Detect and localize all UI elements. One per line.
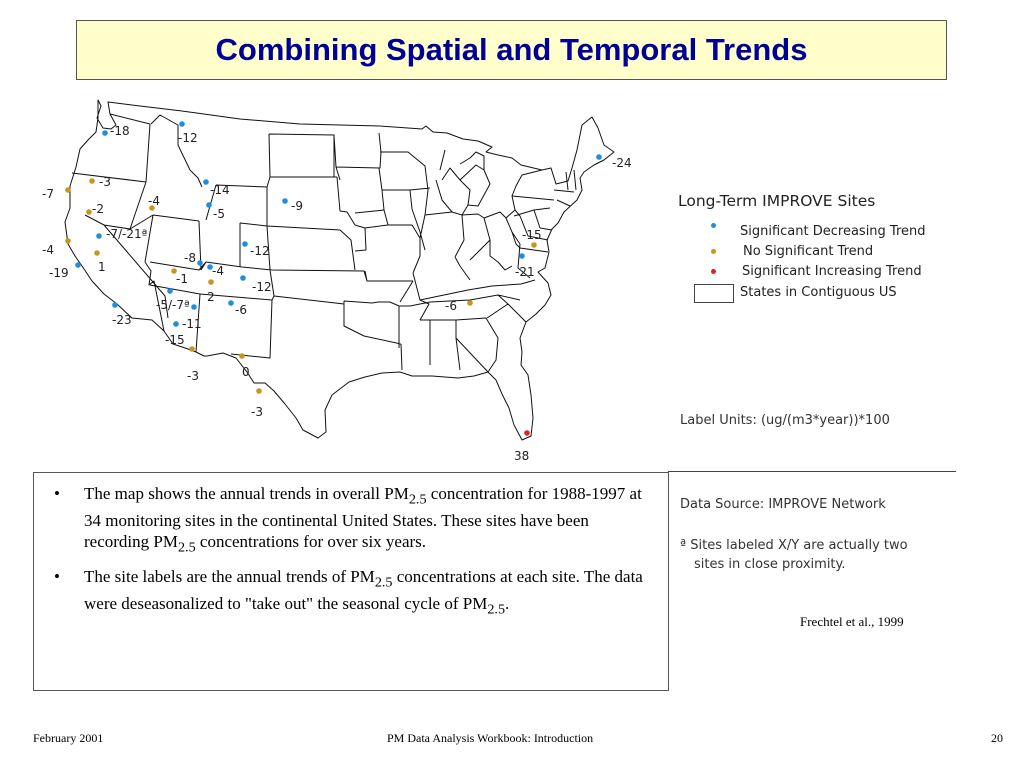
site-label: -21 (515, 265, 535, 279)
bullet-icon: • (54, 566, 60, 586)
no-trend-dot-icon (711, 249, 716, 254)
site-label: -1 (176, 272, 188, 286)
site-label: -3 (251, 405, 263, 419)
site-label: -12 (252, 280, 272, 294)
legend-row-states (678, 284, 897, 306)
bullet-1-text-c: concentrations for over six years. (195, 532, 427, 552)
site-label: -8 (184, 251, 196, 265)
site-marker-decreasing (228, 300, 234, 306)
bullet-item (48, 483, 656, 559)
bullet-2-text-c: . (505, 594, 510, 614)
footnote-line-1: ª Sites labeled X/Y are actually two (680, 538, 908, 553)
label-units: Label Units: (ug/(m3*year))*100 (680, 413, 890, 428)
site-label: 0 (242, 365, 250, 379)
site-marker-decreasing (179, 121, 185, 127)
footer-page-number: 20 (991, 731, 1003, 745)
site-marker-decreasing (173, 321, 179, 327)
site-label: -4 (42, 243, 54, 257)
increasing-dot-icon (711, 269, 716, 274)
bullet-icon: • (54, 484, 60, 503)
site-label: -5/-7ª (156, 298, 190, 312)
site-marker-increasing (524, 430, 530, 436)
site-marker-no-trend (89, 178, 95, 184)
footnote (680, 536, 908, 574)
bullet-2-text-a: The site labels are the annual trends of PM (84, 566, 375, 586)
site-marker-decreasing (203, 179, 209, 185)
bullet-1-sub-a: 2.5 (408, 491, 427, 508)
site-marker-no-trend (65, 187, 71, 193)
site-marker-decreasing (242, 241, 248, 247)
site-marker-no-trend (467, 300, 473, 306)
text-box (33, 472, 669, 691)
site-label: -19 (49, 266, 69, 280)
site-label: -9 (291, 199, 303, 213)
legend-increasing-label: Significant Increasing Trend (742, 264, 922, 279)
legend-row-no-trend (678, 244, 875, 264)
site-marker-no-trend (531, 242, 537, 248)
site-label: -4 (148, 194, 160, 208)
site-marker-no-trend (65, 238, 71, 244)
site-label: -14 (210, 183, 230, 197)
site-label: 2 (207, 290, 215, 304)
site-marker-decreasing (167, 288, 173, 294)
site-label: -6 (235, 303, 247, 317)
site-label: -7 (42, 187, 54, 201)
site-marker-no-trend (256, 388, 262, 394)
site-label: -12 (250, 244, 270, 258)
site-label: -3 (99, 175, 111, 189)
site-label: -11 (182, 317, 202, 331)
footer-date: February 2001 (33, 731, 104, 745)
footnote-line-2: sites in close proximity. (694, 557, 846, 572)
legend-no-trend-label: No Significant Trend (743, 244, 874, 259)
bullet-1-text-a: The map shows the annual trends in overall PM (84, 484, 409, 503)
bullet-2-sub-b: 2.5 (487, 601, 506, 618)
site-label: -5 (213, 207, 225, 221)
slide-title: Combining Spatial and Temporal Trends (215, 32, 808, 67)
site-marker-no-trend (208, 279, 214, 285)
site-marker-decreasing (75, 262, 81, 268)
site-marker-decreasing (282, 198, 288, 204)
legend-title: Long-Term IMPROVE Sites (678, 192, 876, 210)
site-marker-no-trend (189, 346, 195, 352)
legend-decreasing-label: Significant Decreasing Trend (740, 224, 926, 239)
site-label: -18 (110, 124, 130, 138)
site-marker-decreasing (519, 253, 525, 259)
site-marker-no-trend (94, 250, 100, 256)
map-legend (678, 192, 926, 306)
site-marker-decreasing (240, 275, 246, 281)
state-box-icon (694, 284, 734, 303)
bullet-1-sub-b: 2.5 (177, 539, 196, 556)
site-label: -15 (522, 228, 542, 242)
legend-row-decreasing (678, 224, 926, 244)
bullet-2-text-b: concentrations at each site. The data were deseasonalized to "take out" the seasonal cycle of PM (84, 566, 643, 614)
footer-title: PM Data Analysis Workbook: Introduction (387, 731, 594, 745)
site-marker-decreasing (102, 130, 108, 136)
site-label: -3 (187, 369, 199, 383)
site-label: 1 (98, 260, 106, 274)
site-label: -2 (92, 202, 104, 216)
site-marker-decreasing (197, 260, 203, 266)
site-label: -15 (165, 333, 185, 347)
site-label: -12 (178, 131, 198, 145)
bullet-2-sub-a: 2.5 (374, 574, 393, 591)
citation: Frechtel et al., 1999 (800, 614, 904, 629)
legend-states-label: States in Contiguous US (740, 285, 897, 300)
divider (668, 471, 956, 472)
site-label: -6 (445, 299, 457, 313)
site-label: 38 (514, 449, 530, 463)
bullet-1-text-b: concentration for 1988-1997 at 34 monitoring sites in the continental United States. These sites have been recording PM (84, 484, 642, 552)
site-marker-no-trend (86, 209, 92, 215)
legend-row-increasing (678, 264, 922, 284)
bullet-item (48, 566, 656, 621)
site-label: -7/-21ª (106, 227, 148, 241)
site-label: -23 (112, 313, 132, 327)
data-source: Data Source: IMPROVE Network (680, 497, 886, 512)
site-marker-decreasing (206, 202, 212, 208)
site-label: -24 (612, 156, 632, 170)
site-marker-decreasing (96, 233, 102, 239)
decreasing-dot-icon (711, 223, 716, 228)
state-borders (72, 114, 576, 372)
site-marker-decreasing (596, 154, 602, 160)
site-marker-decreasing (191, 304, 197, 310)
site-marker-decreasing (112, 302, 118, 308)
site-label: -4 (212, 264, 224, 278)
site-marker-no-trend (239, 353, 245, 359)
